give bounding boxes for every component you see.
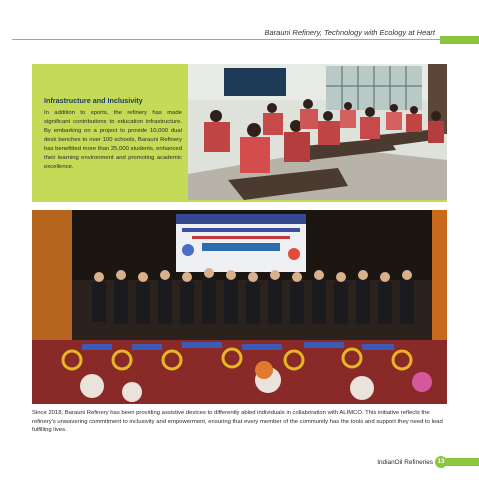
footer-label: IndianOil Refineries bbox=[377, 459, 433, 466]
text-column bbox=[44, 96, 182, 172]
bottom-paragraph: Since 2018, Barauni Refinery has been providing assistive devices to differently abled individuals in collaboration with ALIMCO. This initiative reflects the refinery's unwavering commitment to inclusivity and empowerment, ensuring that every member of the community has the tools and support they need to lead fulfilling lives. bbox=[32, 410, 443, 434]
header-rule bbox=[12, 39, 440, 40]
classroom-photo bbox=[188, 64, 447, 200]
section-body: In addition to sports, the refinery has made significant contributions to education infrastructure. By embarking on a project to provide 10,000 dual desk benches to over 100 schools, Barauni Refinery has benefitted more than 25,000 students, enhanced their learning environment and promoting academic excellence. bbox=[44, 110, 182, 170]
page-number: 13 bbox=[435, 456, 447, 468]
header-accent-bar bbox=[440, 36, 479, 44]
running-title: Barauni Refinery, Technology with Ecology at Heart bbox=[264, 28, 435, 37]
section-title: Infrastructure and Inclusivity bbox=[44, 96, 143, 105]
assistive-devices-event-photo bbox=[32, 210, 447, 404]
